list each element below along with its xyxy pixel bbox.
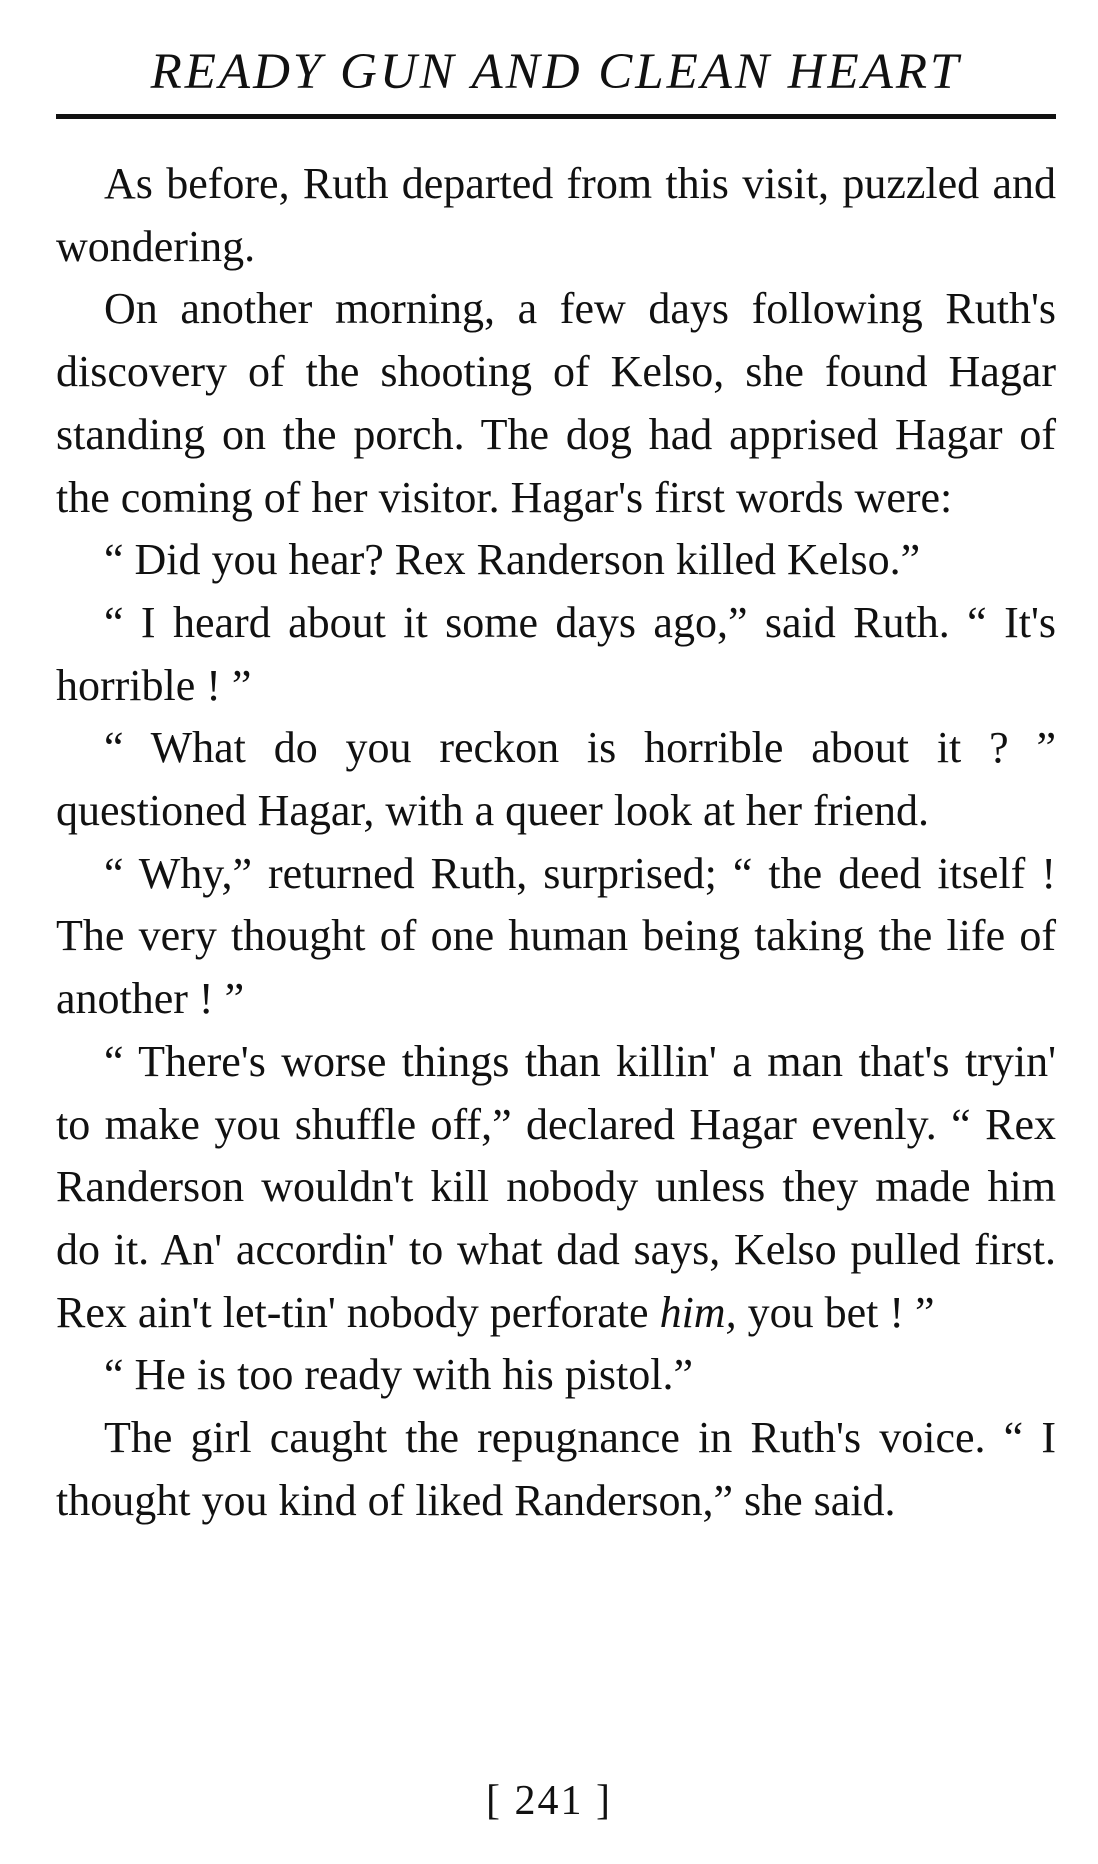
paragraph: “ Why,” returned Ruth, surprised; “ the deed itself ! The very thought of one human being taking the life of another ! ”: [56, 848, 1056, 1024]
page-number: [ 241 ]: [486, 1778, 612, 1824]
emphasis-text: him,: [659, 1287, 737, 1337]
paragraph: “ Did you hear? Rex Randerson killed Kelso.”: [104, 535, 921, 585]
paragraph: “ He is too ready with his pistol.”: [104, 1350, 694, 1400]
paragraph: “ What do you reckon is horrible about it ? ” questioned Hagar, with a queer look at her friend.: [56, 723, 1056, 836]
body-text: [56, 153, 1056, 1532]
header-rule: [56, 114, 1056, 119]
paragraph: “ I heard about it some days ago,” said Ruth. “ It's horrible ! ”: [56, 597, 1056, 710]
paragraph: [56, 1031, 1056, 1345]
paragraph: On another morning, a few days following Ruth's discovery of the shooting of Kelso, she found Hagar standing on the porch. The dog had apprised Hagar of the coming of her visitor. Hagar's first words were:: [56, 284, 1056, 522]
paragraph: The girl caught the repugnance in Ruth's voice. “ I thought you kind of liked Randerson,” she said.: [56, 1413, 1056, 1525]
paragraph: As before, Ruth departed from this visit, puzzled and wondering.: [56, 159, 1056, 271]
paragraph-text-after: you bet ! ”: [736, 1287, 935, 1337]
running-head: READY GUN AND CLEAN HEART: [150, 44, 962, 100]
book-page: [56, 40, 1056, 1532]
paragraph-text: “ There's worse things than killin' a man that's tryin' to make you shuffle off,” declared Hagar evenly. “ Rex Randerson wouldn't kill nobody unless they made him do it. An' accordin' to what dad says, Kelso pulled first. Rex ain't let-tin' nobody perforate: [56, 1036, 1056, 1337]
